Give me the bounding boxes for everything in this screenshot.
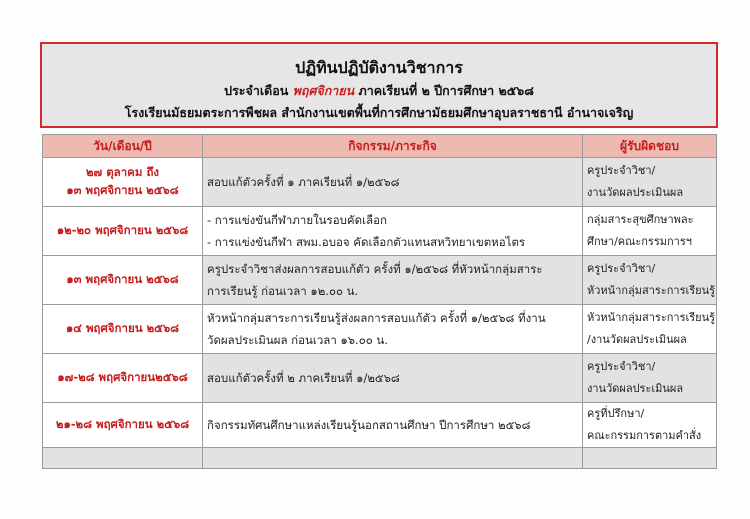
responsible-line: คณะกรรมการตามคำสั่ง — [587, 429, 702, 442]
responsible-line: หัวหน้ากลุ่มสาระการเรียนรู้ — [587, 284, 716, 297]
subtitle — [42, 81, 716, 101]
date-cell — [43, 158, 203, 207]
responsible-line: งานวัดผลประเมินผล — [587, 186, 684, 199]
activity-line: หัวหน้ากลุ่มสาระการเรียนรู้ส่งผลการสอบแก้ตัว ครั้งที่ ๑/๒๕๖๘ ที่งาน — [207, 311, 546, 325]
table-row — [43, 158, 717, 207]
responsible-line: ศึกษา/คณะกรรมการฯ — [587, 235, 692, 248]
activity-line: สอบแก้ตัวครั้งที่ ๒ ภาคเรียนที่ ๑/๒๕๖๘ — [207, 371, 400, 385]
column-header-responsible: ผู้รับผิดชอบ — [583, 135, 717, 158]
responsible-line: /งานวัดผลประเมินผล — [587, 333, 687, 346]
table-row — [43, 403, 717, 448]
activity-line: - การแข่งขันกีฬาภายในรอบคัดเลือก — [207, 213, 387, 227]
responsible-line: ครูประจำวิชา/ — [587, 360, 656, 373]
activity-line: - การแข่งขันกีฬา สพม.อบอจ คัดเลือกตัวแทนสหวิทยาเขตหอไตร — [207, 235, 526, 249]
date-line: ๑๔ พฤศจิกายน ๒๕๖๘ — [65, 321, 180, 335]
activity-cell — [203, 207, 583, 256]
activity-line: กิจกรรมทัศนศึกษาแหล่งเรียนรู้นอกสถานศึกษา ปีการศึกษา ๒๕๖๘ — [207, 418, 531, 432]
table-row — [43, 354, 717, 403]
responsible-cell — [583, 158, 717, 207]
responsible-cell — [583, 256, 717, 305]
date-cell — [43, 256, 203, 305]
activity-cell — [203, 256, 583, 305]
calendar-header — [40, 42, 718, 128]
column-header-activity: กิจกรรม/ภาระกิจ — [203, 135, 583, 158]
date-line: ๑๗-๒๘ พฤศจิกายน๒๕๖๘ — [57, 370, 188, 384]
date-line: ๑๒-๒๐ พฤศจิกายน ๒๕๖๘ — [56, 223, 189, 237]
date-line: ๒๗ ตุลาคม ถึง — [85, 165, 160, 179]
empty-cell — [203, 448, 583, 469]
subtitle-suffix: ภาคเรียนที่ ๒ ปีการศึกษา ๒๕๖๘ — [358, 83, 534, 98]
responsible-line: ครูประจำวิชา/ — [587, 262, 656, 275]
date-cell — [43, 305, 203, 354]
date-line: ๒๑-๒๘ พฤศจิกายน ๒๕๖๘ — [55, 417, 190, 431]
activity-line: สอบแก้ตัวครั้งที่ ๑ ภาคเรียนที่ ๑/๒๕๖๘ — [207, 175, 400, 189]
date-cell — [43, 403, 203, 448]
date-cell — [43, 207, 203, 256]
activity-cell — [203, 305, 583, 354]
date-line: ๑๓ พฤศจิกายน ๒๕๖๘ — [66, 183, 179, 197]
subtitle-month: พฤศจิกายน — [292, 83, 355, 98]
responsible-cell — [583, 354, 717, 403]
empty-cell — [583, 448, 717, 469]
activity-line: ครูประจำวิชาส่งผลการสอบแก้ตัว ครั้งที่ ๑/๒๕๖๘ ที่หัวหน้ากลุ่มสาระ — [207, 262, 543, 276]
activity-cell — [203, 354, 583, 403]
calendar-table — [42, 134, 717, 469]
activity-cell — [203, 403, 583, 448]
school-name: โรงเรียนมัธยมตระการพืชผล สำนักงานเขตพื้นที่การศึกษามัธยมศึกษาอุบลราชธานี อำนาจเจริญ — [124, 105, 634, 120]
responsible-line: ครูที่ปรึกษา/ — [587, 407, 645, 420]
activity-cell — [203, 158, 583, 207]
page-title: ปฏิทินปฏิบัติงานวิชาการ — [295, 58, 463, 77]
date-cell — [43, 354, 203, 403]
subtitle-prefix: ประจำเดือน — [224, 83, 289, 98]
responsible-cell — [583, 305, 717, 354]
table-header-row — [43, 135, 717, 158]
table-row — [43, 207, 717, 256]
responsible-cell — [583, 207, 717, 256]
table-row — [43, 305, 717, 354]
empty-cell — [43, 448, 203, 469]
responsible-line: หัวหน้ากลุ่มสาระการเรียนรู้ — [587, 311, 716, 324]
column-header-date: วัน/เดือน/ปี — [43, 135, 203, 158]
table-row — [43, 256, 717, 305]
date-line: ๑๓ พฤศจิกายน ๒๕๖๘ — [66, 272, 179, 286]
responsible-cell — [583, 403, 717, 448]
responsible-line: กลุ่มสาระสุขศึกษาพละ — [587, 213, 694, 226]
activity-line: การเรียนรู้ ก่อนเวลา ๑๒.๐๐ น. — [207, 284, 359, 298]
responsible-line: ครูประจำวิชา/ — [587, 164, 656, 177]
activity-line: วัดผลประเมินผล ก่อนเวลา ๑๖.๐๐ น. — [207, 333, 388, 347]
responsible-line: งานวัดผลประเมินผล — [587, 382, 684, 395]
empty-table-row — [43, 448, 717, 469]
